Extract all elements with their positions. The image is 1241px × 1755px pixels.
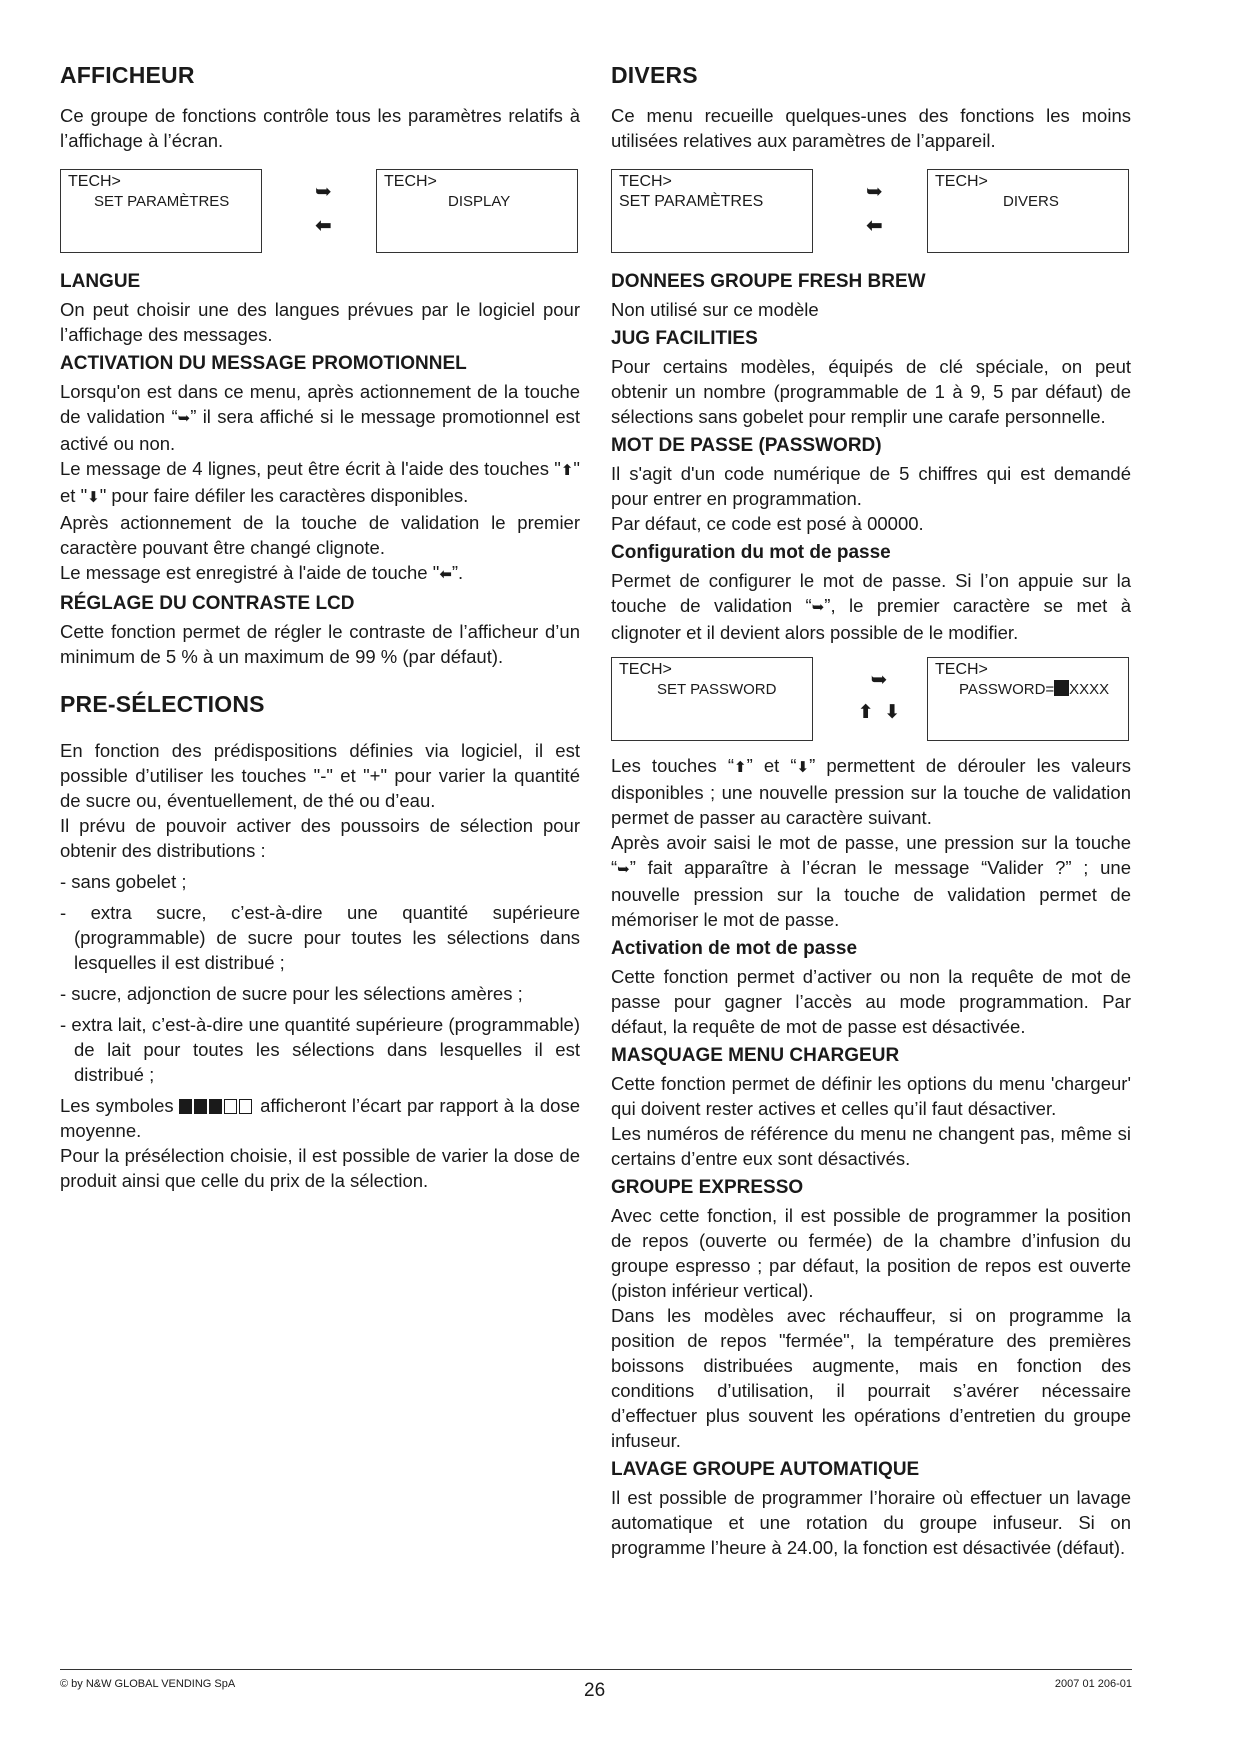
lcd-line: TECH> bbox=[935, 661, 988, 678]
promo-text-3: Après actionnement de la touche de validation le premier caractère pouvant être changé clignote. bbox=[60, 512, 580, 558]
masquage-text-1: Cette fonction permet de définir les options du menu 'chargeur' qui doivent rester actives et celles qu’il faut désactiver. bbox=[611, 1073, 1131, 1119]
contraste-title: RÉGLAGE DU CONTRASTE LCD bbox=[60, 593, 355, 614]
forward-arrow-icon: ➥ bbox=[870, 669, 888, 691]
down-arrow-icon: ⬇ bbox=[884, 702, 901, 723]
nav-arrows bbox=[866, 181, 906, 237]
lcd-screen-display bbox=[376, 169, 578, 253]
lcd-line: DISPLAY bbox=[448, 193, 511, 210]
down-arrow-icon: ⬇ bbox=[87, 489, 100, 506]
back-arrow-icon: ⬅ bbox=[315, 215, 332, 237]
afficheur-title: AFFICHEUR bbox=[60, 62, 195, 88]
lcd-line: TECH> bbox=[619, 173, 672, 190]
lcd-line: TECH> bbox=[619, 661, 672, 678]
up-down-arrows bbox=[844, 701, 914, 724]
lavage-text: Il est possible de programmer l’horaire où effectuer un lavage automatique et une rotation du groupe infuseur. Si on programme l’heure à 24.00, la fonction est désactivée (défaut). bbox=[611, 1487, 1131, 1558]
afficheur-intro: Ce groupe de fonctions contrôle tous les paramètres relatifs à l’affichage à l’écran. bbox=[60, 105, 580, 151]
lcd-screen-set-parametres bbox=[60, 169, 262, 253]
down-arrow-icon: ⬇ bbox=[796, 759, 810, 776]
dose-symbols-icon bbox=[179, 1095, 254, 1116]
footer-reference: 2007 01 206-01 bbox=[1054, 1678, 1132, 1690]
forward-arrow-icon: ➥ bbox=[811, 599, 825, 616]
footer-copyright: © by N&W GLOBAL VENDING SpA bbox=[60, 1678, 236, 1690]
langue-title: LANGUE bbox=[60, 271, 141, 292]
contraste-text: Cette fonction permet de régler le contraste de l’afficheur d’un minimum de 5 % à un maximum de 99 % (par défaut). bbox=[60, 621, 580, 667]
afficheur-screens bbox=[60, 169, 580, 255]
up-arrow-icon: ⬆ bbox=[857, 702, 874, 723]
forward-arrow-icon: ➥ bbox=[315, 181, 332, 203]
fresh-brew-title: DONNEES GROUPE FRESH BREW bbox=[611, 271, 926, 292]
lcd-line: SET PARAMÈTRES bbox=[94, 193, 230, 210]
lcd-line: DIVERS bbox=[1003, 193, 1059, 210]
up-arrow-icon: ⬆ bbox=[560, 462, 574, 479]
lcd-line: SET PASSWORD bbox=[657, 681, 777, 698]
back-arrow-icon: ⬅ bbox=[439, 566, 452, 583]
pw-config-text-2: Les touches “⬆” et “⬇” permettent de dérouler les valeurs disponibles ; une nouvelle pression sur la touche de validation permet de passer au caractère suivant. bbox=[611, 755, 1131, 828]
expresso-title: GROUPE EXPRESSO bbox=[611, 1177, 804, 1198]
promo-text-4: Le message est enregistré à l'aide de touche "⬅”. bbox=[60, 562, 464, 583]
lavage-title: LAVAGE GROUPE AUTOMATIQUE bbox=[611, 1459, 920, 1480]
forward-arrow-icon: ➥ bbox=[177, 410, 191, 427]
password-text-2: Par défaut, ce code est posé à 00000. bbox=[611, 513, 924, 534]
jug-title: JUG FACILITIES bbox=[611, 328, 758, 349]
page-number: 26 bbox=[584, 1680, 606, 1701]
masquage-title: MASQUAGE MENU CHARGEUR bbox=[611, 1045, 900, 1066]
up-arrow-icon: ⬆ bbox=[734, 759, 747, 776]
preselections-text-2: Il prévu de pouvoir activer des poussoirs de sélection pour obtenir des distributions : bbox=[60, 815, 580, 861]
pw-config-text-1: Permet de configurer le mot de passe. Si l’on appuie sur la touche de validation “➥”, le premier caractère se met à clignoter et il devient alors possible de le modifier. bbox=[611, 570, 1132, 643]
preselections-text-1: En fonction des prédispositions définies via logiciel, il est possible d’utiliser les touches "-" et "+" pour varier la quantité de sucre ou, éventuellement, de thé ou d’eau. bbox=[60, 740, 580, 811]
pw-activation-text: Cette fonction permet d’activer ou non la requête de mot de passe pour gagner l’accès au mode programmation. Par défaut, la requête de mot de passe est désactivée. bbox=[611, 966, 1131, 1037]
symbols-text: Les symboles afficheront l’écart par rapport à la dose moyenne. bbox=[60, 1095, 580, 1141]
divers-screens bbox=[611, 169, 1131, 255]
lcd-line: TECH> bbox=[384, 173, 437, 190]
password-screens bbox=[611, 657, 1131, 743]
lcd-screen-set-password bbox=[611, 657, 813, 741]
lcd-line: TECH> bbox=[935, 173, 988, 190]
lcd-screen-set-parametres bbox=[611, 169, 813, 253]
pw-config-text-3: Après avoir saisi le mot de passe, une pression sur la touche “➥” fait apparaître à l’écran le message “Valider ?” ; une nouvelle pression sur la touche de validation permet de mémoriser le mot de passe. bbox=[611, 832, 1131, 930]
list-item: - extra sucre, c’est-à-dire une quantité supérieure (programmable) de sucre pour toutes les sélections dans lesquelles il est distribué ; bbox=[60, 902, 580, 973]
password-text-1: Il s'agit d'un code numérique de 5 chiffres qui est demandé pour entrer en programmation. bbox=[611, 463, 1131, 509]
masquage-text-2: Les numéros de référence du menu ne changent pas, même si certains d’entre eux sont désactivés. bbox=[611, 1123, 1131, 1169]
expresso-text-2: Dans les modèles avec réchauffeur, si on programme la position de repos "fermée", la température des premières boissons distribuées augmente, mais en fonction des conditions d’utilisation, il pourrait s’avérer nécessaire d’effectuer plus souvent les opérations d’entretien du groupe infuseur. bbox=[611, 1305, 1131, 1451]
left-column bbox=[60, 62, 580, 1193]
promo-title: ACTIVATION DU MESSAGE PROMOTIONNEL bbox=[60, 353, 467, 374]
expresso-text-1: Avec cette fonction, il est possible de programmer la position de repos (ouverte ou fermée) de la chambre d’infusion du groupe espresso ; par défaut, la position de repos est ouverte (piston inférieur vertical). bbox=[611, 1205, 1131, 1301]
lcd-line: PASSWORD= XXXX bbox=[959, 681, 1110, 698]
back-arrow-icon: ⬅ bbox=[866, 215, 883, 237]
lcd-line: TECH> bbox=[68, 173, 121, 190]
forward-arrow-icon: ➥ bbox=[617, 861, 630, 878]
lcd-screen-divers bbox=[927, 169, 1129, 253]
preselections-title: PRE-SÉLECTIONS bbox=[60, 691, 265, 717]
pw-activation-title: Activation de mot de passe bbox=[611, 938, 858, 959]
nav-arrows bbox=[315, 181, 355, 237]
promo-text-2: Le message de 4 lignes, peut être écrit à l'aide des touches "⬆" et "⬇" pour faire défiler les caractères disponibles. bbox=[60, 458, 580, 506]
langue-text: On peut choisir une des langues prévues par le logiciel pour l’affichage des messages. bbox=[60, 299, 580, 345]
divers-title: DIVERS bbox=[611, 62, 698, 88]
forward-arrow-icon: ➥ bbox=[866, 181, 883, 203]
right-column bbox=[611, 62, 1131, 1560]
footer-divider bbox=[60, 1669, 1132, 1670]
list-item: - sucre, adjonction de sucre pour les sélections amères ; bbox=[60, 983, 523, 1004]
pw-config-title: Configuration du mot de passe bbox=[611, 542, 891, 563]
jug-text: Pour certains modèles, équipés de clé spéciale, on peut obtenir un nombre (programmable de 1 à 9, 5 par défaut) de sélections sans gobelet pour remplir une carafe personnelle. bbox=[611, 356, 1131, 427]
list-item: - extra lait, c’est-à-dire une quantité supérieure (programmable) de lait pour toutes les sélections dans lesquelles il est distribué ; bbox=[60, 1014, 580, 1085]
password-title: MOT DE PASSE (PASSWORD) bbox=[611, 435, 882, 456]
list-item: - sans gobelet ; bbox=[60, 871, 187, 892]
lcd-line: SET PARAMÈTRES bbox=[619, 193, 764, 210]
fresh-brew-text: Non utilisé sur ce modèle bbox=[611, 299, 819, 320]
nav-arrows bbox=[844, 669, 914, 724]
promo-text-1: Lorsqu'on est dans ce menu, après actionnement de la touche de validation “➥” il sera affiché si le message promotionnel est activé ou non. bbox=[60, 381, 580, 454]
lcd-screen-password bbox=[927, 657, 1129, 741]
divers-intro: Ce menu recueille quelques-unes des fonctions les moins utilisées relatives aux paramètres de l’appareil. bbox=[611, 105, 1131, 151]
preselections-text-last: Pour la présélection choisie, il est possible de varier la dose de produit ainsi que celle du prix de la sélection. bbox=[60, 1145, 580, 1191]
cursor-block-icon bbox=[1054, 680, 1069, 696]
